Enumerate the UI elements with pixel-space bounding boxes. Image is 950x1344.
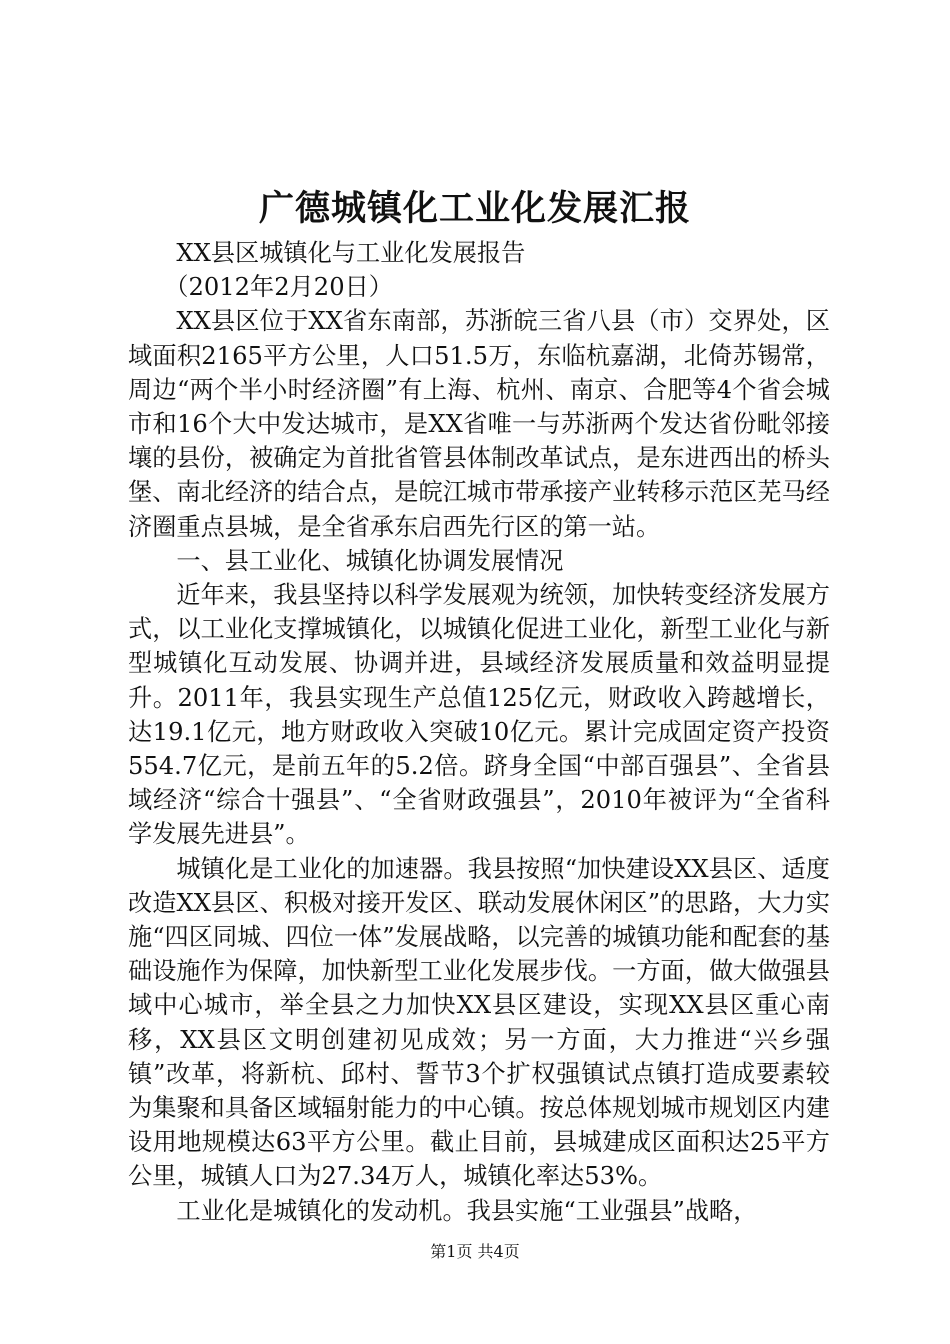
page-footer: 第1页 共4页 (430, 1242, 520, 1261)
report-date: （2012年2月20日） (164, 273, 393, 302)
paragraph-industrialization: 工业化是城镇化的发动机。我县实施“工业强县”战略， (176, 1196, 758, 1225)
report-subtitle: XX县区城镇化与工业化发展报告 (176, 239, 526, 267)
document-title: 广德城镇化工业化发展汇报 (258, 188, 691, 229)
section-heading: 一、县工业化、城镇化协调发展情况 (176, 546, 564, 575)
paragraph-overview: 近年来，我县坚持以科学发展观为统领，加快转变经济发展方式，以工业化支撑城镇化，以城镇化促进工业化，新型工业化与新型城镇化互动发展、协调并进，县域经济发展质量和效益明显提升。2011年，我县实现生产总值125亿元，财政收入跨越增长，达19.1亿元，地方财政收入突破10亿元。累计完成固定资产投资554.7亿元，是前五年的5.2倍。跻身全国“中部百强县”、全省县域经济“综合十强县”、“全省财政强县”，2010年被评为“全省科学发展先进县”。 (128, 581, 830, 849)
paragraph-intro: XX县区位于XX省东南部，苏浙皖三省八县（市）交界处，区域面积2165平方公里，人口51.5万，东临杭嘉湖，北倚苏锡常，周边“两个半小时经济圈”有上海、杭州、南京、合肥等4个省会城市和16个大中发达城市，是XX省唯一与苏浙两个发达省份毗邻接壤的县份，被确定为首批省管县体制改革试点，是东进西出的桥头堡、南北经济的结合点，是皖江城市带承接产业转移示范区芜马经济圈重点县城，是全省承东启西先行区的第一站。 (128, 307, 830, 541)
document-body (128, 236, 830, 1228)
paragraph-urbanization: 城镇化是工业化的加速器。我县按照“加快建设XX县区、适度改造XX县区、积极对接开发区、联动发展休闲区”的思路，大力实施“四区同城、四位一体”发展战略，以完善的城镇功能和配套的基础设施作为保障，加快新型工业化发展步伐。一方面，做大做强县域中心城市，举全县之力加快XX县区建设，实现XX县区重心南移，XX县区文明创建初见成效；另一方面，大力推进“兴乡强镇”改革，将新杭、邱村、誓节3个扩权强镇试点镇打造成要素较为集聚和具备区域辐射能力的中心镇。按总体规划城市规划区内建设用地规模达63平方公里。截止目前，县城建成区面积达25平方公里，城镇人口为27.34万人，城镇化率达53%。 (128, 854, 830, 1191)
